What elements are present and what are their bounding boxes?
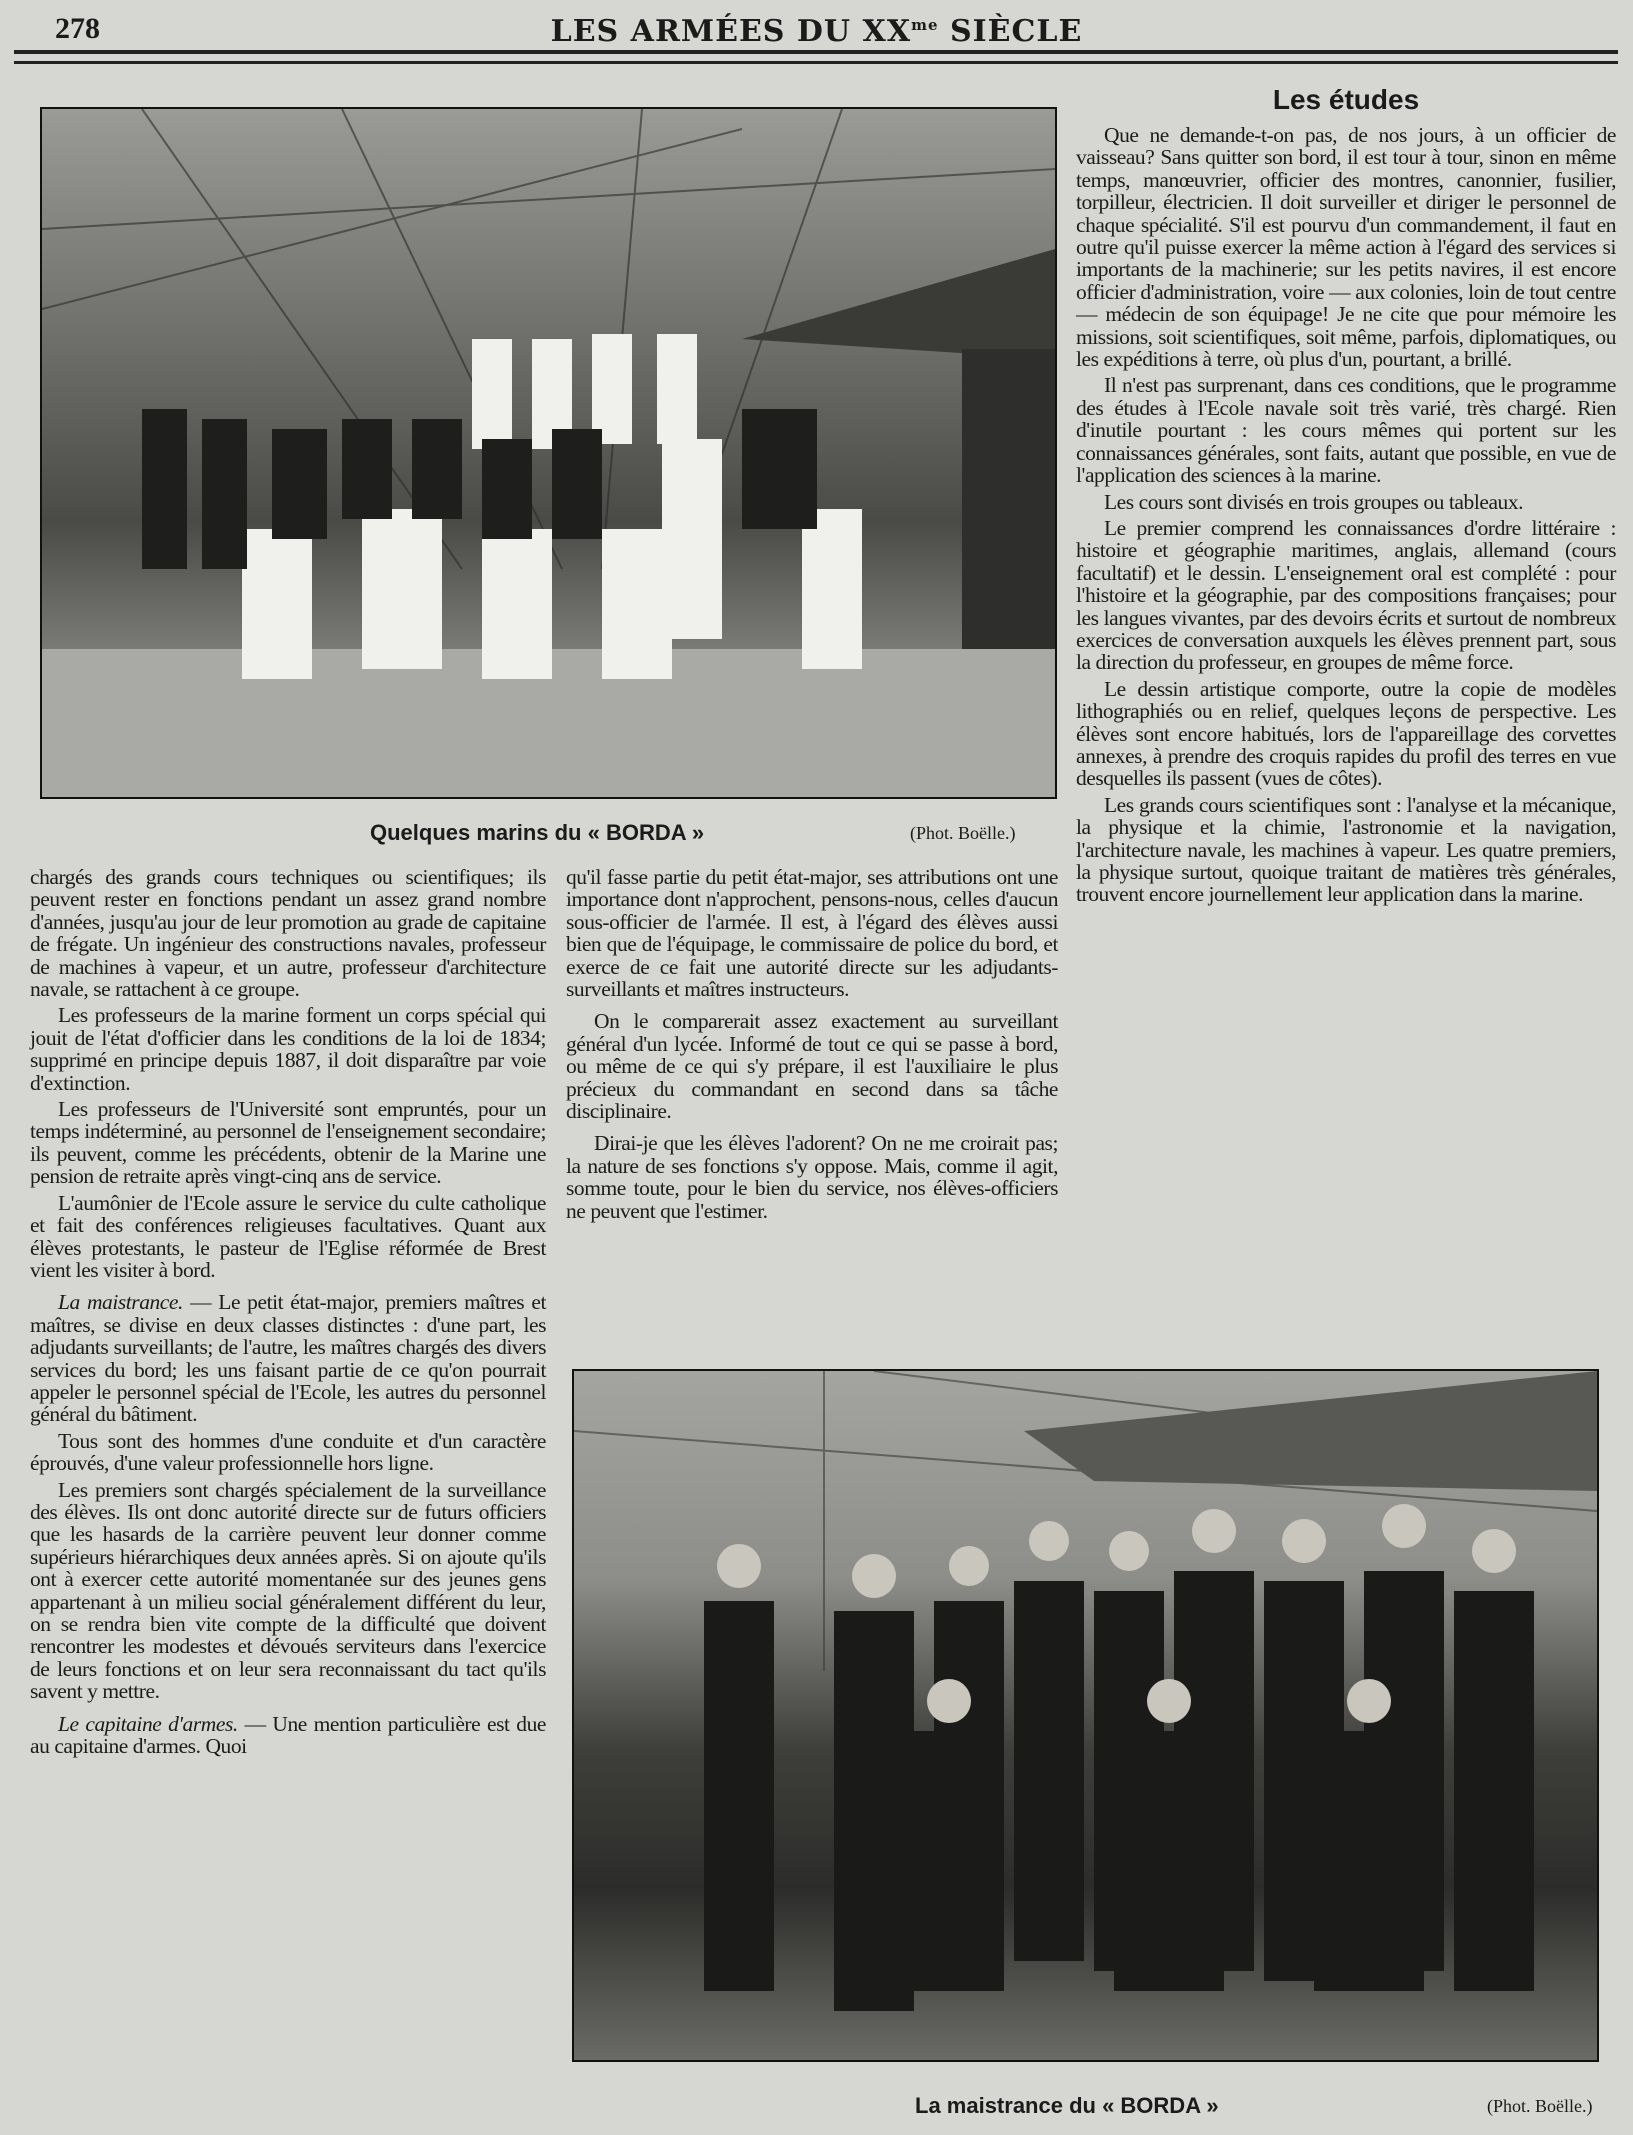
paragraph: Les grands cours scientifiques sont : l'analyse et la mécanique, la physique et la chimie, l'astronomie et la navigation, l'architecture navale, les machines à vapeur. Les quatre premiers, la physique surtout, quoique traitant de matières très générales, trouvent encore journellement leur application dans la marine. [1076,792,1616,907]
paragraph: Tous sont des hommes d'une conduite et d'un caractère éprouvés, d'une valeur professionnelle hors ligne. [30,1428,546,1476]
article-column-1 [30,866,546,1761]
paragraph: Les professeurs de l'Université sont empruntés, pour un temps indéterminé, au personnel de l'enseignement secondaire; ils peuvent, comme les précédents, obtenir de la Marine une pension de retraite après vingt-cinq ans de service. [30,1097,546,1189]
photo-maistrance-credit: (Phot. Boëlle.) [1487,2096,1593,2116]
article-column-2 [566,866,1058,1226]
header-rule-bottom [14,61,1618,64]
paragraph: Les cours sont divisés en trois groupes ou tableaux. [1104,489,1524,514]
running-title-end: SIÈCLE [938,14,1083,49]
running-title-sup: me [911,16,939,34]
section-heading-etudes: Les études [1272,84,1420,115]
header-rule-top [14,50,1618,54]
paragraph: Les professeurs de la marine forment un corps spécial qui jouit de l'état d'officier dans les conditions de la loi de 1834; supprimé en principe depuis 1887, il doit disparaître par voie d'extinction. [30,1003,546,1095]
photo-maistrance [572,1369,1599,2062]
paragraph: chargés des grands cours techniques ou scientifiques; ils peuvent rester en fonctions pendant un assez grand nombre d'années, jusqu'au jour de leur promotion au grade de capitaine de frégate. Un ingénieur des constructions navales, professeur de machines à vapeur, et un autre, professeur d'architecture navale, se rattachent à ce groupe. [30,865,546,1002]
article-column-3 [1076,124,1616,910]
maistrance-lead: La maistrance. [58,1290,183,1315]
running-title [0,14,1633,49]
paragraph: Le dessin artistique comporte, outre la copie de modèles lithographiés ou en relief, quelques leçons de perspective. Les élèves sont encore habitués, lors de l'appareillage des corvettes annexes, à prendre des croquis rapides du profil des terres en vue desquelles ils passent (vues de côtes). [1076,676,1616,791]
capitaine-text: — Une mention particulière est due au capitaine d'armes. Quoi [30,1711,546,1759]
paragraph: On le comparerait assez exactement au surveillant général d'un lycée. Informé de tout ce qui se passe à bord, ou même de ce qui s'y prépare, il est l'auxiliaire le plus précieux du commandant en second dans sa tâche disciplinaire. [566,1009,1058,1124]
running-title-main: LES ARMÉES DU XX [550,14,912,49]
paragraph: Le premier comprend les connaissances d'ordre littéraire : histoire et géographie maritimes, anglais, allemand (cours facultatif) et le dessin. L'enseignement oral est complété : pour l'histoire et la géographie, par des compositions françaises; pour les langues vivantes, par des devoirs écrits et surtout de nombreux exercices de conversation auxquels les élèves prennent part, sous la direction du professeur, en groupes de même force. [1076,515,1616,675]
paragraph: L'aumônier de l'Ecole assure le service du culte catholique et fait des conférences religieuses facultatives. Quant aux élèves protestants, le pasteur de l'Eglise réformée de Brest vient les visiter à bord. [30,1190,546,1282]
paragraph-capitaine [30,1713,546,1758]
photo-sailors-credit: (Phot. Boëlle.) [910,823,1016,843]
paragraph: Dirai-je que les élèves l'adorent? On ne me croirait pas; la nature de ses fonctions s'y oppose. Mais, comme il agit, somme toute, pour le bien du service, nos élèves-officiers ne peuvent que l'estimer. [566,1131,1058,1223]
capitaine-lead: Le capitaine d'armes. [58,1711,238,1736]
photo-maistrance-illustration [574,1371,1597,2060]
photo-maistrance-caption: La maistrance du « BORDA » [915,2093,1219,2118]
paragraph: Que ne demande-t-on pas, de nos jours, à un officier de vaisseau? Sans quitter son bord, il est tour à tour, sinon en même temps, manœuvrier, officier des montres, canonnier, fusilier, torpilleur, électricien. Il doit surveiller et diriger le personnel de chaque spécialité. S'il est pourvu d'un commandement, il faut en outre qu'il puisse exercer la même action à l'égard des services si importants de la machinerie; sur les petits navires, il est encore officier d'administration, voire — aux colonies, loin de tout centre — médecin de son équipage! Je ne cite que pour mémoire les missions, soit scientifiques, soit même, parfois, diplomatiques, ou les expéditions à terre, où plus d'un, pourtant, a brillé. [1076,123,1616,372]
paragraph: Les premiers sont chargés spécialement de la surveillance des élèves. Ils ont donc autorité directe sur de futurs officiers que les hasards de la carrière peuvent leur donner comme supérieurs hiérarchiques deux années après. Si on ajoute qu'ils ont à exercer cette autorité momentanée sur des jeunes gens appartenant à un milieu social généralement différent du leur, on se rendra bien vite compte de la difficulté que doivent rencontrer les modestes et dévoués serviteurs dans l'exercice de leurs fonctions et on leur sera reconnaissant du tact qu'ils savent y mettre. [30,1477,546,1704]
photo-sailors [40,107,1057,799]
paragraph: qu'il fasse partie du petit état-major, ses attributions ont une importance dont n'approchent, pensons-nous, celles d'aucun sous-officier de l'armée. Il est, à l'égard des élèves aussi bien que de l'équipage, le commissaire de police du bord, et exerce de ce fait une autorité directe sur les adjudants-surveillants et maîtres instructeurs. [566,865,1058,1002]
paragraph: Il n'est pas surprenant, dans ces conditions, que le programme des études à l'Ecole navale soit très varié, très chargé. Rien d'inutile pourtant : les cours mêmes qui portent sur les connaissances générales, sont faits, autant que possible, en vue de l'application des sciences à la marine. [1076,373,1616,488]
maistrance-text: — Le petit état-major, premiers maîtres et maîtres, se divise en deux classes distinctes : d'une part, les adjudants surveillants; de l'autre, les maîtres chargés des divers services du bord; les uns faisant partie de ce qu'on pourrait appeler le personnel spécial de l'Ecole, les autres du personnel général du bâtiment. [30,1290,546,1427]
paragraph-maistrance [30,1291,546,1425]
photo-sailors-caption: Quelques marins du « BORDA » [370,820,705,845]
photo-sailors-illustration [42,109,1055,797]
page-number: 278 [55,12,100,45]
